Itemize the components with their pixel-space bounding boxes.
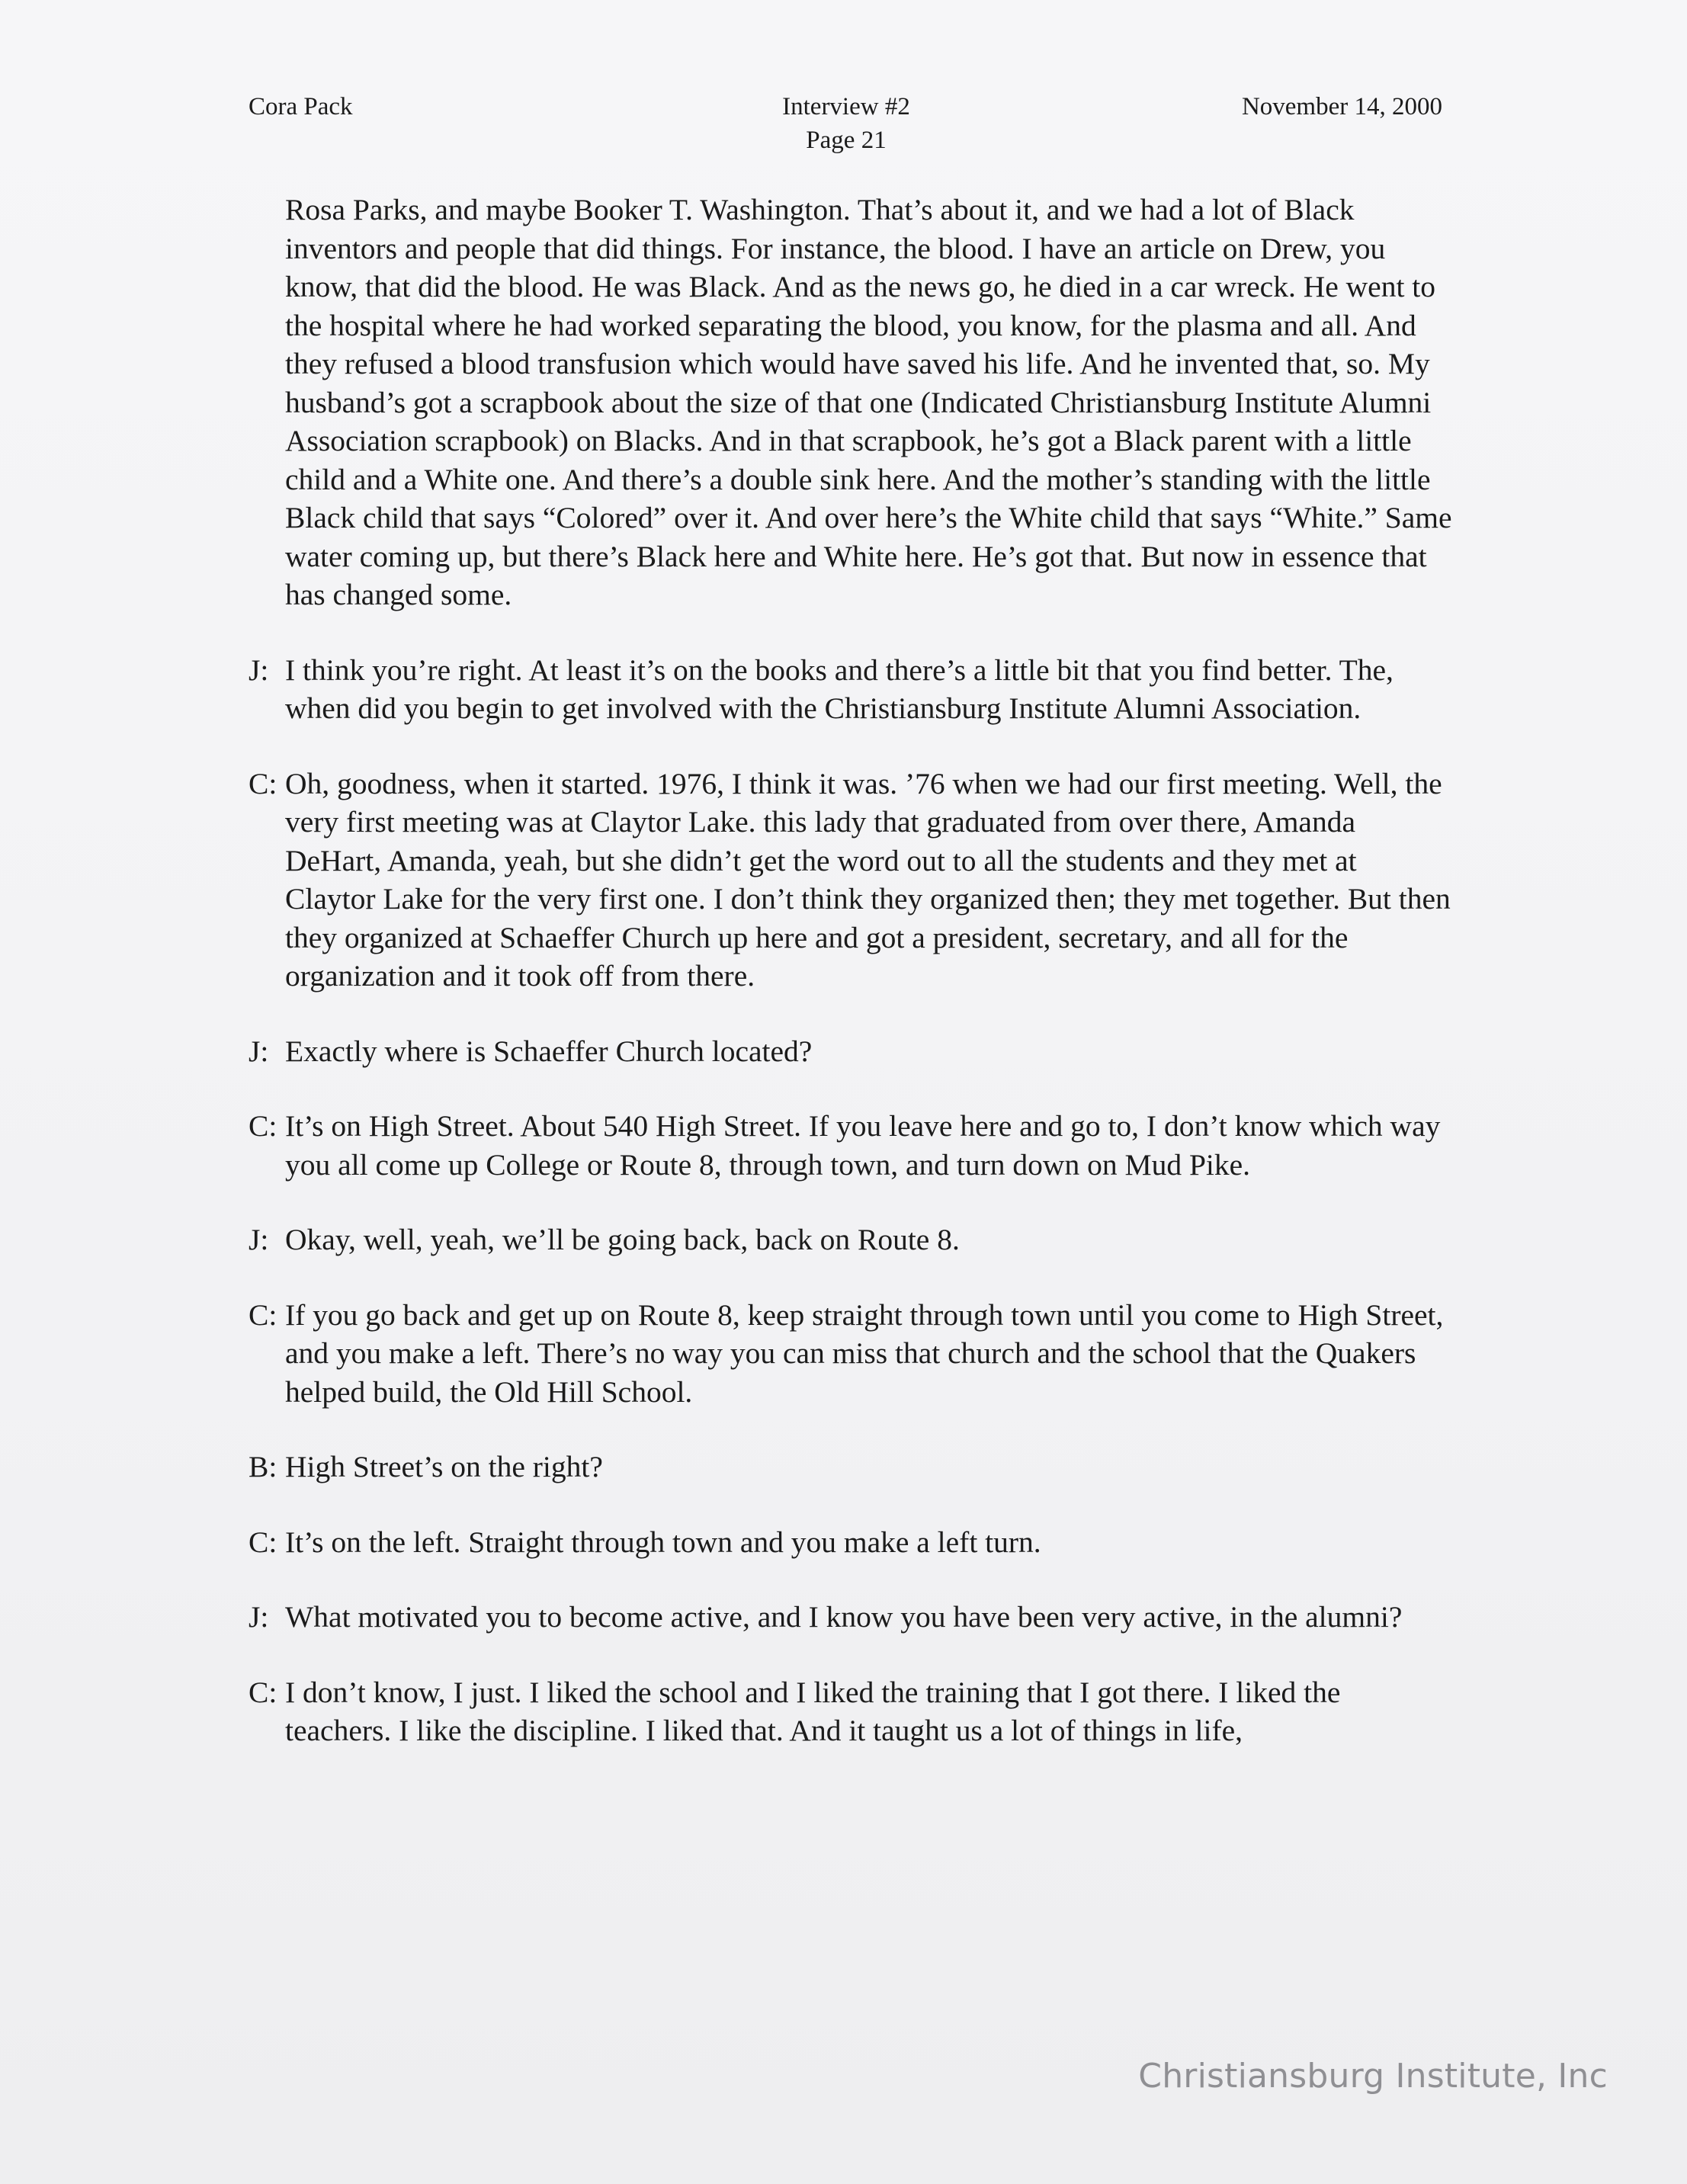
speaker-label: J: [249, 653, 269, 687]
speaker-label: J: [249, 1223, 269, 1256]
speaker-label: C: [249, 1297, 277, 1332]
transcript-entry [249, 1448, 1453, 1486]
transcript-entry [249, 1032, 1453, 1071]
header-interview-number: Interview #2 [782, 93, 910, 120]
entry-text: Okay, well, yeah, we’ll be going back, back on Route 8. [285, 1223, 960, 1256]
speaker-label: C: [249, 1675, 277, 1709]
speaker-label: C: [249, 1525, 277, 1559]
transcript-entry [249, 1673, 1453, 1750]
header-interview-page [686, 90, 1006, 157]
transcript-entry [249, 1598, 1453, 1637]
entry-text: I don’t know, I just. I liked the school and I liked the training that I got there. I liked the teachers. I like the discipline. I liked that. And it taught us a lot of things in life, [285, 1675, 1341, 1747]
speaker-label: J: [249, 1600, 269, 1634]
entry-text: What motivated you to become active, and I know you have been very active, in the alumni? [285, 1600, 1403, 1634]
continuation-paragraph: Rosa Parks, and maybe Booker T. Washington. That’s about it, and we had a lot of Black inventors and people that did things. For instance, the blood. I have an article on Drew, you know, that did the blood. He was Black. And as the news go, he died in a car wreck. He went to the hospital where he had worked separating the blood, you know, for the plasma and all. And they refused a blood transfusion which would have saved his life. And he invented that, so. My husband’s got a scrapbook about the size of that one (Indicated Christiansburg Institute Alumni Association scrapbook) on Blacks. And in that scrapbook, he’s got a Black parent with a little child and a White one. And there’s a double sink here. And the mother’s standing with the little Black child that says “Colored” over it. And over here’s the White child that says “White.” Same water coming up, but there’s Black here and White here. He’s got that. But now in essence that has changed some. [285, 193, 1452, 611]
entry-text: Oh, goodness, when it started. 1976, I think it was. ’76 when we had our first meeting. Well, the very first meeting was at Claytor Lake. this lady that graduated from over there, Amanda DeHart, Amanda, yeah, but she didn’t get the word out to all the students and they met at Claytor Lake for the very first one. I don’t think they organized then; they met together. But then they organized at Schaeffer Church up here and got a president, secretary, and all for the organization and it took off from there. [285, 766, 1451, 993]
entry-text: High Street’s on the right? [285, 1450, 603, 1483]
transcript-entry [249, 1107, 1453, 1184]
speaker-label: J: [249, 1034, 269, 1068]
transcript-entry [249, 1523, 1453, 1562]
transcript-body [249, 191, 1453, 1787]
header-interviewee: Cora Pack [249, 93, 353, 120]
transcript-entry [249, 651, 1453, 728]
entry-text: It’s on High Street. About 540 High Street. If you leave here and go to, I don’t know which way you all come up College or Route 8, through town, and turn down on Mud Pike. [285, 1109, 1441, 1182]
header-page-number: Page 21 [806, 127, 887, 154]
entry-text: It’s on the left. Straight through town and you make a left turn. [285, 1525, 1041, 1559]
speaker-label: C: [249, 766, 277, 800]
entry-text: If you go back and get up on Route 8, keep straight through town until you come to High Street, and you make a left. There’s no way you can miss that church and the school that the Quakers helped build, the Old Hill School. [285, 1297, 1444, 1409]
transcript-entry [249, 1296, 1453, 1412]
entry-text: Exactly where is Schaeffer Church located? [285, 1034, 813, 1068]
watermark: Christiansburg Institute, Inc [1138, 2057, 1608, 2096]
transcript-entry [249, 765, 1453, 996]
speaker-label: C: [249, 1109, 277, 1143]
transcript-entry [249, 1220, 1453, 1259]
header-date: November 14, 2000 [1241, 93, 1442, 120]
entry-text: I think you’re right. At least it’s on the books and there’s a little bit that you find better. The, when did you begin to get involved with the Christiansburg Institute Alumni Association. [285, 653, 1394, 725]
speaker-label: B: [249, 1450, 277, 1483]
